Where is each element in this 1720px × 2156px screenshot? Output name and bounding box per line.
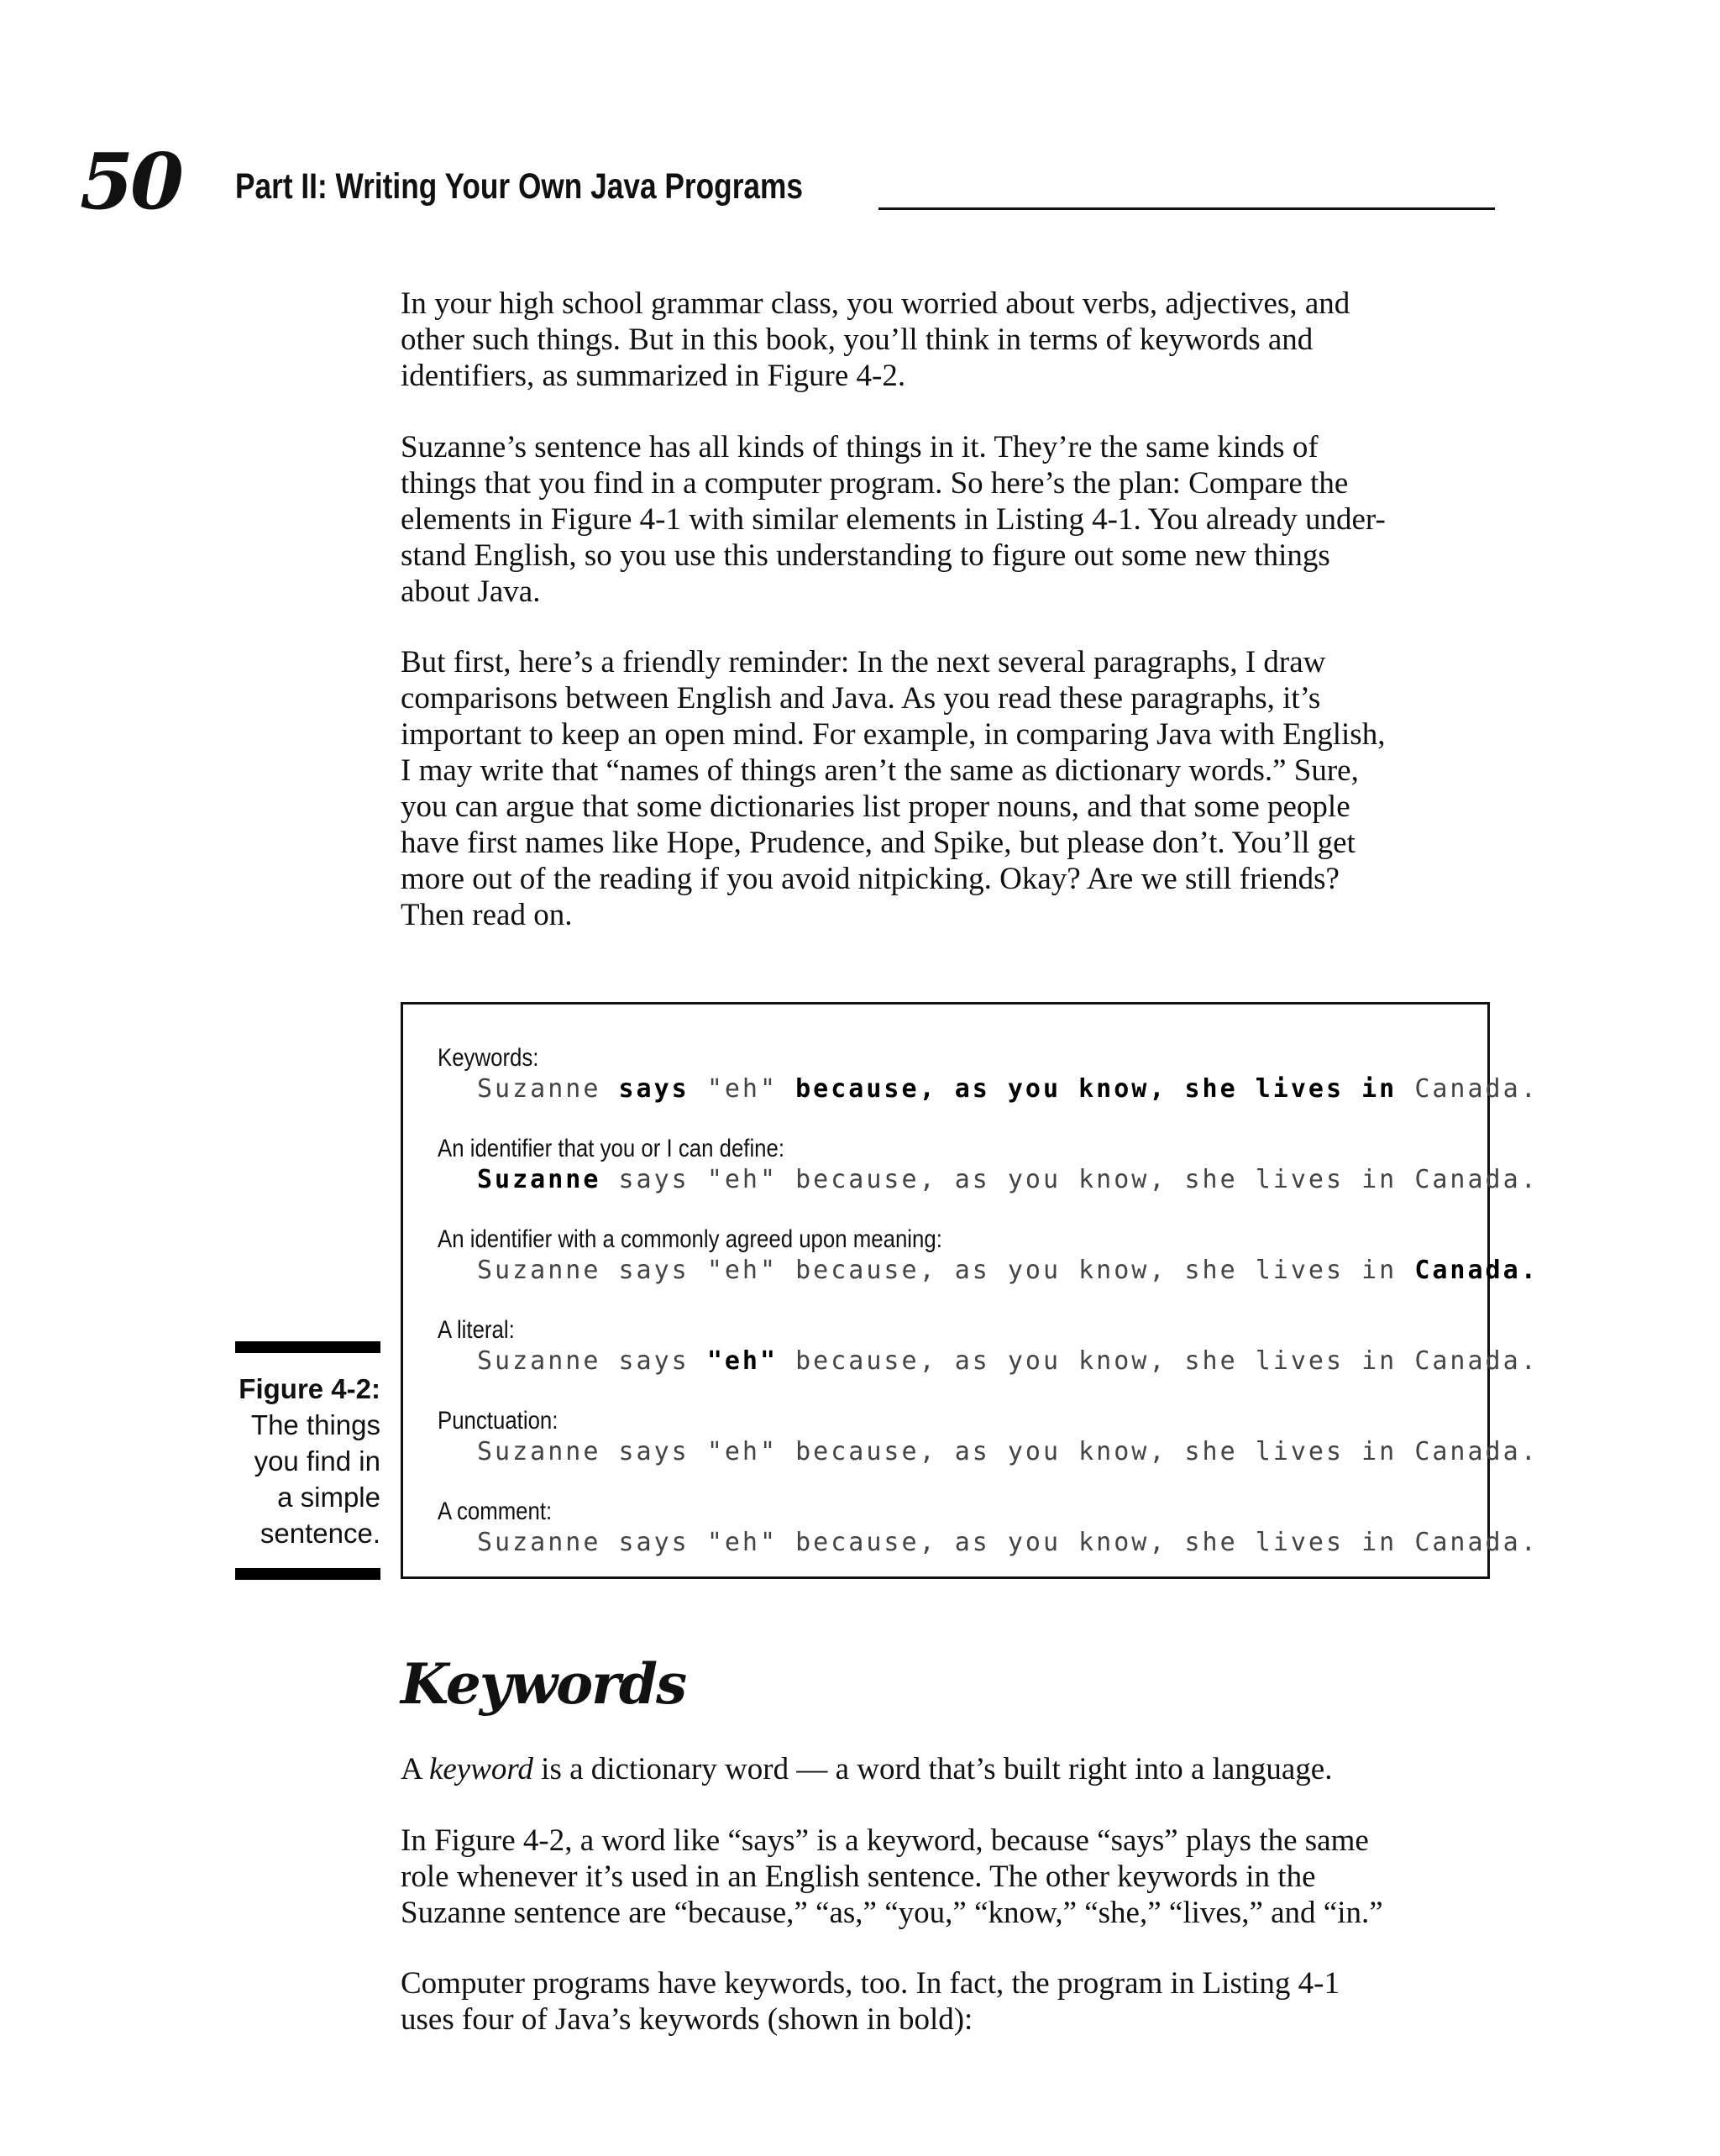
sentence-word: says bbox=[618, 1256, 690, 1285]
figure-section-literal bbox=[438, 1315, 1539, 1377]
word-space bbox=[1344, 1346, 1361, 1376]
highlighted-word: Suzanne bbox=[477, 1165, 601, 1194]
sentence-word: lives bbox=[1255, 1346, 1345, 1376]
sentence-word: as bbox=[954, 1256, 990, 1285]
word-space bbox=[600, 1528, 618, 1557]
figure-section-label: A literal: bbox=[438, 1316, 515, 1344]
sentence-word: , bbox=[1149, 1346, 1167, 1376]
figure-caption-number: Figure 4-2: bbox=[239, 1373, 380, 1404]
page-number: 50 bbox=[80, 136, 181, 227]
paragraph-reminder: But first, here’s a friendly reminder: In the next several paragraphs, I draw comparisons between English and Java. As you read these paragraphs, it’s important to keep an open mind. For example, in comparing Java with English, I may write that “names of things aren’t the same as dictionary words.” Sure, you can argue that some dictionaries list proper nouns, and that some people have first names like Hope, Prudence, and Spike, but please don’t. You’ll get more out of the reading if you avoid nitpicking. Okay? Are we still friends? Then read on. bbox=[401, 645, 1386, 932]
sentence-word: Suzanne bbox=[477, 1346, 601, 1376]
sentence-word: lives bbox=[1255, 1256, 1345, 1285]
figure-section-label: Punctuation: bbox=[438, 1407, 558, 1435]
highlighted-word: , bbox=[919, 1074, 937, 1104]
highlighted-word: Canada bbox=[1414, 1256, 1521, 1285]
sentence-word: "eh" bbox=[706, 1256, 779, 1285]
word-space bbox=[1167, 1256, 1184, 1285]
figure-sentence bbox=[477, 1255, 1539, 1287]
sentence-word: Canada bbox=[1414, 1074, 1521, 1104]
word-space bbox=[1167, 1528, 1184, 1557]
sentence-word: . bbox=[1520, 1437, 1539, 1466]
sentence-word: because bbox=[795, 1528, 920, 1557]
word-space bbox=[1061, 1528, 1078, 1557]
sentence-word: she bbox=[1184, 1528, 1238, 1557]
sentence-word: as bbox=[954, 1528, 990, 1557]
word-space bbox=[1397, 1074, 1414, 1104]
word-space bbox=[1061, 1165, 1078, 1194]
word-space bbox=[600, 1256, 618, 1285]
sentence-word: because bbox=[795, 1437, 920, 1466]
figure-section-comment bbox=[438, 1497, 1539, 1559]
word-space bbox=[937, 1256, 955, 1285]
paragraph-keyword-example: In Figure 4-2, a word like “says” is a keyword, because “says” plays the same role whenever it’s used in an English sentence. The other keywords in the Suzanne sentence are “because,” “as,” “you,” “know,” “she,” “lives,” and “in.” bbox=[401, 1823, 1383, 1930]
highlighted-word: . bbox=[1520, 1256, 1539, 1285]
paragraph-intro: In your high school grammar class, you worried about verbs, adjectives, and other such things. But in this book, you’ll think in terms of keywords and identifiers, as summarized in Figure 4-2. bbox=[401, 286, 1350, 393]
sentence-word: says bbox=[618, 1346, 690, 1376]
word-space bbox=[937, 1528, 955, 1557]
sentence-word: because bbox=[795, 1256, 920, 1285]
word-space bbox=[778, 1074, 795, 1104]
word-space bbox=[1344, 1256, 1361, 1285]
sentence-word: , bbox=[1149, 1528, 1167, 1557]
text-run: is a dictionary word — a word that’s built right into a language. bbox=[532, 1752, 1333, 1786]
word-space bbox=[1397, 1256, 1414, 1285]
word-space bbox=[778, 1346, 795, 1376]
word-space bbox=[1238, 1437, 1256, 1466]
sentence-word: because bbox=[795, 1165, 920, 1194]
sentence-word: you bbox=[1007, 1528, 1062, 1557]
word-space bbox=[778, 1256, 795, 1285]
running-head: Part II: Writing Your Own Java Programs bbox=[235, 166, 803, 207]
sentence-word: , bbox=[919, 1165, 937, 1194]
figure-section-keywords bbox=[438, 1043, 1539, 1105]
sentence-word: she bbox=[1184, 1256, 1238, 1285]
word-space bbox=[1344, 1165, 1361, 1194]
sentence-word: lives bbox=[1255, 1165, 1345, 1194]
word-space bbox=[1167, 1346, 1184, 1376]
word-space bbox=[1238, 1346, 1256, 1376]
word-space bbox=[690, 1165, 707, 1194]
word-space bbox=[990, 1437, 1008, 1466]
sentence-word: Canada bbox=[1414, 1437, 1521, 1466]
sentence-word: . bbox=[1520, 1165, 1539, 1194]
sentence-word: says bbox=[618, 1528, 690, 1557]
sentence-word: as bbox=[954, 1437, 990, 1466]
highlighted-word: in bbox=[1361, 1074, 1398, 1104]
word-space bbox=[1238, 1165, 1256, 1194]
word-space bbox=[778, 1165, 795, 1194]
caption-bar-bottom bbox=[235, 1568, 380, 1580]
word-space bbox=[600, 1074, 618, 1104]
word-space bbox=[990, 1346, 1008, 1376]
sentence-word: , bbox=[1149, 1256, 1167, 1285]
word-space bbox=[990, 1074, 1008, 1104]
word-space bbox=[990, 1165, 1008, 1194]
sentence-word: you bbox=[1007, 1165, 1062, 1194]
sentence-word: . bbox=[1520, 1346, 1539, 1376]
word-space bbox=[1344, 1074, 1361, 1104]
word-space bbox=[990, 1256, 1008, 1285]
sentence-word: you bbox=[1007, 1256, 1062, 1285]
highlighted-word: know bbox=[1078, 1074, 1150, 1104]
caption-bar-top bbox=[235, 1341, 380, 1353]
text-run: A bbox=[401, 1752, 429, 1786]
figure-section-label: An identifier with a commonly agreed upon meaning: bbox=[438, 1225, 942, 1253]
word-space bbox=[1061, 1346, 1078, 1376]
sentence-word: . bbox=[1520, 1528, 1539, 1557]
emphasized-term: keyword bbox=[428, 1752, 533, 1786]
word-space bbox=[600, 1165, 618, 1194]
figure-section-label: A comment: bbox=[438, 1498, 553, 1525]
sentence-word: , bbox=[919, 1528, 937, 1557]
word-space bbox=[600, 1437, 618, 1466]
word-space bbox=[1061, 1256, 1078, 1285]
figure-sentence bbox=[477, 1436, 1539, 1468]
word-space bbox=[1238, 1256, 1256, 1285]
word-space bbox=[1061, 1074, 1078, 1104]
figure-sentence bbox=[477, 1527, 1539, 1559]
word-space bbox=[1167, 1437, 1184, 1466]
sentence-word: because bbox=[795, 1346, 920, 1376]
sentence-word: , bbox=[919, 1256, 937, 1285]
sentence-word: you bbox=[1007, 1346, 1062, 1376]
sentence-word: "eh" bbox=[706, 1074, 779, 1104]
highlighted-word: as bbox=[954, 1074, 990, 1104]
sentence-word: lives bbox=[1255, 1437, 1345, 1466]
word-space bbox=[1167, 1074, 1184, 1104]
sentence-word: , bbox=[919, 1437, 937, 1466]
sentence-word: says bbox=[618, 1437, 690, 1466]
sentence-word: you bbox=[1007, 1437, 1062, 1466]
sentence-word: know bbox=[1078, 1437, 1150, 1466]
figure-section-identifier bbox=[438, 1134, 1539, 1196]
sentence-word: , bbox=[919, 1346, 937, 1376]
word-space bbox=[690, 1528, 707, 1557]
word-space bbox=[690, 1074, 707, 1104]
figure-sentence bbox=[477, 1073, 1539, 1105]
section-heading: Keywords bbox=[401, 1651, 686, 1717]
sentence-word: know bbox=[1078, 1528, 1150, 1557]
sentence-word: in bbox=[1361, 1256, 1398, 1285]
word-space bbox=[1397, 1437, 1414, 1466]
word-space bbox=[778, 1528, 795, 1557]
sentence-word: know bbox=[1078, 1165, 1150, 1194]
paragraph-keyword-definition bbox=[401, 1751, 1501, 1787]
word-space bbox=[690, 1437, 707, 1466]
figure-caption-text: The things you find in a simple sentence. bbox=[250, 1409, 380, 1549]
sentence-word: Suzanne bbox=[477, 1528, 601, 1557]
sentence-word: Canada bbox=[1414, 1528, 1521, 1557]
highlighted-word: because bbox=[795, 1074, 920, 1104]
sentence-word: lives bbox=[1255, 1528, 1345, 1557]
figure-section-agreed-identifier bbox=[438, 1225, 1539, 1287]
figure-section-label: Keywords: bbox=[438, 1044, 539, 1072]
sentence-word: Suzanne bbox=[477, 1256, 601, 1285]
sentence-word: Suzanne bbox=[477, 1437, 601, 1466]
word-space bbox=[1344, 1437, 1361, 1466]
word-space bbox=[937, 1346, 955, 1376]
word-space bbox=[1344, 1528, 1361, 1557]
figure-section-punctuation bbox=[438, 1406, 1539, 1468]
sentence-word: "eh" bbox=[706, 1528, 779, 1557]
sentence-word: Canada bbox=[1414, 1165, 1521, 1194]
highlighted-word: "eh" bbox=[706, 1346, 779, 1376]
figure-caption bbox=[218, 1371, 380, 1551]
highlighted-word: she bbox=[1184, 1074, 1238, 1104]
sentence-word: in bbox=[1361, 1528, 1398, 1557]
sentence-word: says bbox=[618, 1165, 690, 1194]
paragraph-java-keywords: Computer programs have keywords, too. In fact, the program in Listing 4-1 uses four of Java’s keywords (shown in bold): bbox=[401, 1966, 1340, 2037]
figure-section-label: An identifier that you or I can define: bbox=[438, 1135, 785, 1162]
figure-sentence bbox=[477, 1164, 1539, 1196]
figure-4-2 bbox=[401, 1002, 1539, 1579]
word-space bbox=[778, 1437, 795, 1466]
sentence-word: she bbox=[1184, 1165, 1238, 1194]
highlighted-word: you bbox=[1007, 1074, 1062, 1104]
sentence-word: Canada bbox=[1414, 1346, 1521, 1376]
word-space bbox=[690, 1256, 707, 1285]
word-space bbox=[937, 1074, 955, 1104]
sentence-word: know bbox=[1078, 1256, 1150, 1285]
sentence-word: in bbox=[1361, 1437, 1398, 1466]
sentence-word: as bbox=[954, 1165, 990, 1194]
word-space bbox=[600, 1346, 618, 1376]
sentence-word: . bbox=[1520, 1074, 1539, 1104]
sentence-word: know bbox=[1078, 1346, 1150, 1376]
word-space bbox=[937, 1165, 955, 1194]
sentence-word: "eh" bbox=[706, 1165, 779, 1194]
sentence-word: in bbox=[1361, 1165, 1398, 1194]
sentence-word: , bbox=[1149, 1165, 1167, 1194]
word-space bbox=[690, 1346, 707, 1376]
word-space bbox=[1167, 1165, 1184, 1194]
word-space bbox=[1397, 1165, 1414, 1194]
sentence-word: as bbox=[954, 1346, 990, 1376]
sentence-word: , bbox=[1149, 1437, 1167, 1466]
sentence-word: she bbox=[1184, 1437, 1238, 1466]
sentence-word: in bbox=[1361, 1346, 1398, 1376]
highlighted-word: says bbox=[618, 1074, 690, 1104]
word-space bbox=[1397, 1346, 1414, 1376]
word-space bbox=[1238, 1074, 1256, 1104]
word-space bbox=[1238, 1528, 1256, 1557]
word-space bbox=[990, 1528, 1008, 1557]
word-space bbox=[1061, 1437, 1078, 1466]
figure-sentence bbox=[477, 1346, 1539, 1377]
word-space bbox=[1397, 1528, 1414, 1557]
paragraph-plan: Suzanne’s sentence has all kinds of things in it. They’re the same kinds of things that you find in a computer program. So here’s the plan: Compare the elements in Figure 4-1 with similar elements in Listing 4-1. You already under- stand English, so you use this understanding to figure out some new things about Java. bbox=[401, 430, 1386, 609]
sentence-word: Suzanne bbox=[477, 1074, 601, 1104]
highlighted-word: , bbox=[1149, 1074, 1167, 1104]
sentence-word: "eh" bbox=[706, 1437, 779, 1466]
word-space bbox=[937, 1437, 955, 1466]
highlighted-word: lives bbox=[1255, 1074, 1345, 1104]
sentence-word: she bbox=[1184, 1346, 1238, 1376]
header-rule bbox=[878, 207, 1495, 210]
